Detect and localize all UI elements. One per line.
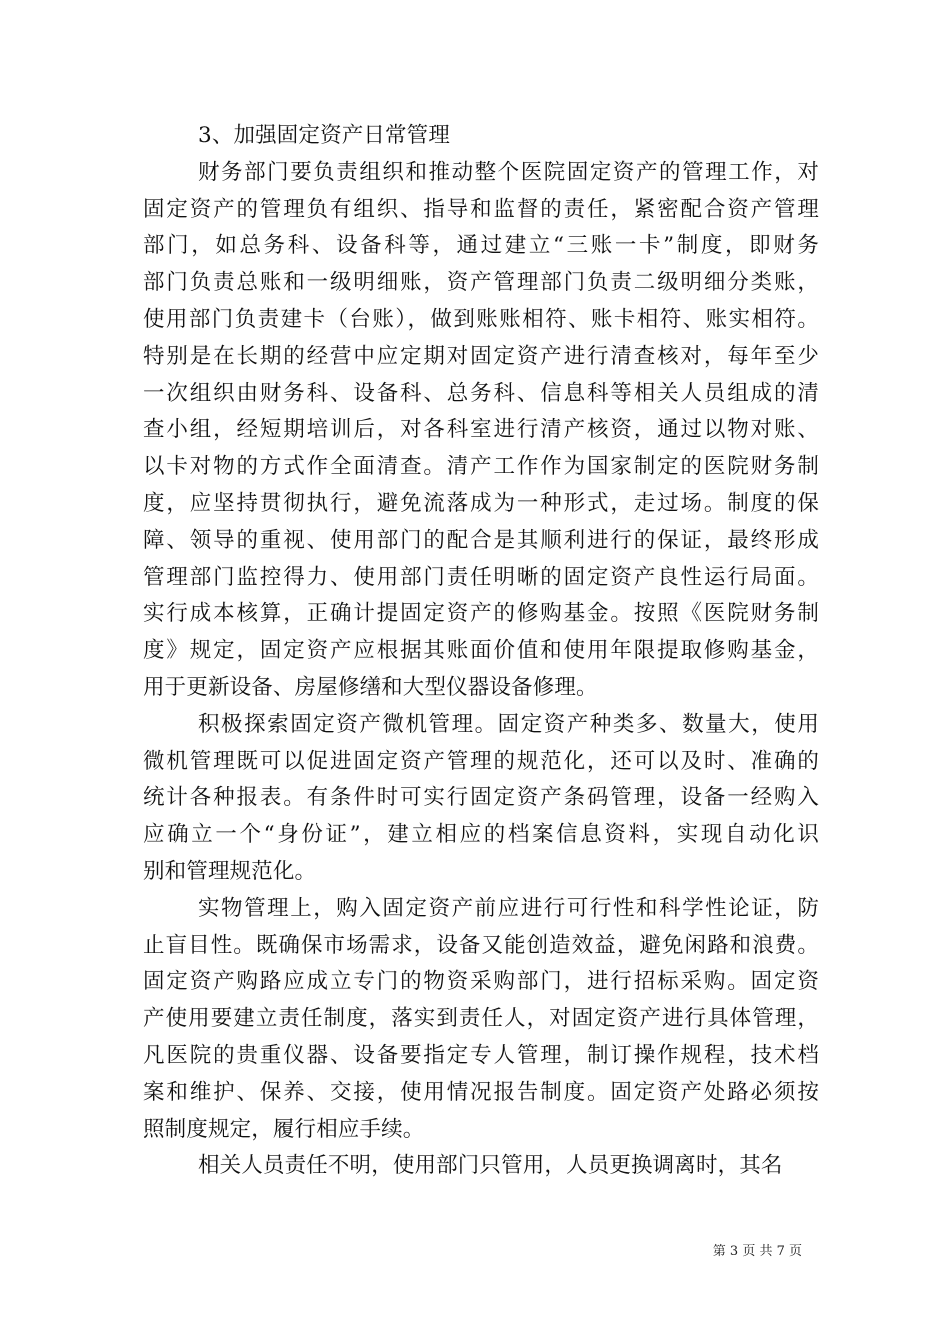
paragraph-line: 实物管理上，购入固定资产前应进行可行性和科学性论证，防: [198, 895, 819, 921]
paragraph-line: 案和维护、保养、交接，使用情况报告制度。固定资产处路必须按: [143, 1079, 819, 1105]
paragraph-line: 照制度规定，履行相应手续。: [143, 1116, 425, 1142]
paragraph-line: 特别是在长期的经营中应定期对固定资产进行清查核对，每年至少: [143, 343, 819, 369]
paragraph-line: 微机管理既可以促进固定资产管理的规范化，还可以及时、准确的: [143, 748, 819, 774]
paragraph-line: 相关人员责任不明，使用部门只管用，人员更换调离时，其名: [198, 1153, 783, 1179]
section-heading: 3、加强固定资产日常管理: [198, 123, 450, 148]
paragraph-line: 统计各种报表。有条件时可实行固定资产条码管理，设备一经购入: [143, 785, 819, 811]
paragraph-line: 止盲目性。既确保市场需求，设备又能创造效益，避免闲路和浪费。: [143, 932, 819, 958]
paragraph-line: 别和管理规范化。: [143, 858, 317, 884]
paragraph-line: 应确立一个“身份证”，建立相应的档案信息资料，实现自动化识: [143, 822, 819, 848]
paragraph-line: 积极探索固定资产微机管理。固定资产种类多、数量大，使用: [198, 711, 819, 737]
paragraph-line: 实行成本核算，正确计提固定资产的修购基金。按照《医院财务制: [143, 601, 819, 627]
paragraph-line: 固定资产的管理负有组织、指导和监督的责任，紧密配合资产管理: [143, 196, 819, 222]
paragraph-line: 产使用要建立责任制度，落实到责任人，对固定资产进行具体管理，: [143, 1006, 819, 1032]
paragraph-line: 管理部门监控得力、使用部门责任明晰的固定资产良性运行局面。: [143, 564, 819, 590]
paragraph-line: 财务部门要负责组织和推动整个医院固定资产的管理工作，对: [198, 159, 819, 185]
paragraph-line: 部门负责总账和一级明细账，资产管理部门负责二级明细分类账，: [143, 270, 819, 296]
page-number: 第 3 页 共 7 页: [712, 1244, 802, 1259]
paragraph-line: 用于更新设备、房屋修缮和大型仪器设备修理。: [143, 674, 598, 700]
paragraph-line: 固定资产购路应成立专门的物资采购部门，进行招标采购。固定资: [143, 969, 819, 995]
paragraph-line: 使用部门负责建卡（台账），做到账账相符、账卡相符、账实相符。: [143, 306, 819, 332]
paragraph-line: 一次组织由财务科、设备科、总务科、信息科等相关人员组成的清: [143, 380, 819, 406]
paragraph-line: 部门，如总务科、设备科等，通过建立“三账一卡”制度，即财务: [143, 233, 819, 259]
paragraph-line: 凡医院的贵重仪器、设备要指定专人管理，制订操作规程，技术档: [143, 1042, 819, 1068]
document-body: [143, 118, 819, 1185]
paragraph-line: 度，应坚持贯彻执行，避免流落成为一种形式，走过场。制度的保: [143, 490, 819, 516]
paragraph-line: 以卡对物的方式作全面清查。清产工作作为国家制定的医院财务制: [143, 454, 819, 480]
paragraph-line: 度》规定，固定资产应根据其账面价值和使用年限提取修购基金，: [143, 638, 819, 664]
paragraph-line: 查小组，经短期培训后，对各科室进行清产核资，通过以物对账、: [143, 417, 819, 443]
paragraph-line: 障、领导的重视、使用部门的配合是其顺利进行的保证，最终形成: [143, 527, 819, 553]
